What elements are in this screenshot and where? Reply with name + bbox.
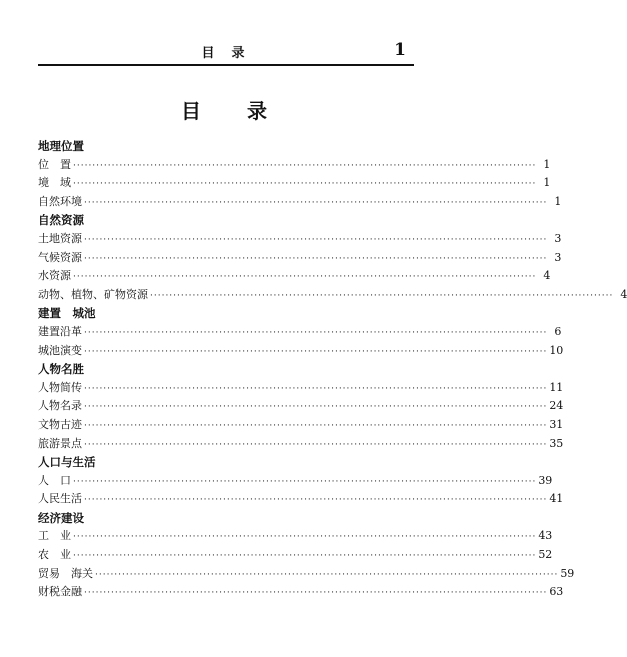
dot-leader: ························································································································ bbox=[84, 234, 548, 245]
entry-label: 贸易 海关 bbox=[38, 566, 93, 580]
entry-label: 人物简传 bbox=[38, 380, 82, 394]
toc-entry[interactable] bbox=[38, 379, 564, 398]
toc-entry[interactable] bbox=[38, 472, 553, 491]
toc-entry[interactable] bbox=[38, 490, 564, 509]
dot-leader: ························································································································ bbox=[73, 272, 537, 283]
toc-entry[interactable] bbox=[38, 565, 575, 584]
dot-leader: ························································································································ bbox=[150, 290, 614, 301]
toc-entry[interactable] bbox=[38, 583, 564, 602]
section-heading: 经济建设 bbox=[38, 510, 84, 525]
entry-label: 水资源 bbox=[38, 269, 71, 283]
entry-label: 自然环境 bbox=[38, 194, 82, 208]
entry-label: 人物名录 bbox=[38, 399, 82, 413]
dot-leader: ························································································································ bbox=[84, 402, 548, 413]
running-header bbox=[38, 40, 410, 62]
entry-label: 位 置 bbox=[38, 157, 71, 171]
toc-entry[interactable] bbox=[38, 286, 627, 305]
dot-leader: ························································································································ bbox=[84, 253, 548, 264]
entry-page-number: 11 bbox=[549, 380, 564, 394]
entry-label: 文物古迹 bbox=[38, 417, 82, 431]
section-heading: 人物名胜 bbox=[38, 362, 84, 377]
dot-leader: ························································································································ bbox=[84, 439, 548, 450]
entry-label: 人民生活 bbox=[38, 492, 82, 506]
toc-entry[interactable] bbox=[38, 230, 562, 249]
toc-title: 目 录 bbox=[181, 99, 269, 123]
header-rule bbox=[38, 64, 414, 66]
entry-label: 旅游景点 bbox=[38, 436, 82, 450]
section-heading: 自然资源 bbox=[38, 213, 84, 228]
toc-entry[interactable] bbox=[38, 267, 551, 286]
dot-leader: ························································································································ bbox=[84, 588, 548, 599]
section-heading: 人口与生活 bbox=[38, 455, 96, 470]
dot-leader: ························································································································ bbox=[73, 160, 537, 171]
section-heading: 建置 城池 bbox=[38, 306, 96, 321]
entry-page-number: 4 bbox=[543, 269, 551, 283]
entry-label: 动物、植物、矿物资源 bbox=[38, 287, 148, 301]
entry-page-number: 35 bbox=[549, 436, 564, 450]
toc-entry[interactable] bbox=[38, 193, 562, 212]
toc-entry[interactable] bbox=[38, 397, 564, 416]
entry-page-number: 3 bbox=[554, 250, 562, 264]
toc-entry[interactable] bbox=[38, 342, 564, 361]
entry-page-number: 59 bbox=[560, 566, 575, 580]
entry-label: 农 业 bbox=[38, 548, 71, 562]
entry-page-number: 24 bbox=[549, 399, 564, 413]
entry-page-number: 3 bbox=[554, 231, 562, 245]
dot-leader: ························································································································ bbox=[84, 420, 548, 431]
entry-page-number: 1 bbox=[543, 176, 551, 190]
section-heading: 地理位置 bbox=[38, 139, 84, 153]
entry-page-number: 6 bbox=[554, 324, 562, 338]
toc-entry[interactable] bbox=[38, 323, 562, 342]
dot-leader: ························································································································ bbox=[84, 197, 548, 208]
dot-leader: ························································································································ bbox=[84, 383, 548, 394]
dot-leader: ························································································································ bbox=[84, 495, 548, 506]
entry-page-number: 52 bbox=[538, 548, 553, 562]
toc-entry[interactable] bbox=[38, 156, 551, 175]
entry-page-number: 10 bbox=[549, 343, 564, 357]
entry-label: 工 业 bbox=[38, 529, 71, 543]
entry-page-number: 4 bbox=[620, 287, 627, 301]
table-of-contents bbox=[38, 137, 627, 602]
entry-page-number: 1 bbox=[554, 194, 562, 208]
toc-entry[interactable] bbox=[38, 249, 562, 268]
toc-entry[interactable] bbox=[38, 527, 553, 546]
dot-leader: ························································································································ bbox=[73, 532, 537, 543]
page-number: 1 bbox=[394, 40, 406, 60]
dot-leader: ························································································································ bbox=[73, 551, 537, 562]
entry-label: 财税金融 bbox=[38, 585, 82, 599]
entry-label: 建置沿革 bbox=[38, 324, 82, 338]
entry-label: 境 域 bbox=[38, 176, 71, 190]
entry-page-number: 41 bbox=[549, 492, 564, 506]
toc-entry[interactable] bbox=[38, 435, 564, 454]
toc-entry[interactable] bbox=[38, 174, 551, 193]
running-title: 目 录 bbox=[201, 46, 247, 61]
entry-label: 土地资源 bbox=[38, 231, 82, 245]
entry-label: 城池演变 bbox=[38, 343, 82, 357]
entry-label: 气候资源 bbox=[38, 250, 82, 264]
entry-page-number: 31 bbox=[549, 417, 564, 431]
entry-page-number: 39 bbox=[538, 473, 553, 487]
entry-label: 人 口 bbox=[38, 473, 71, 487]
dot-leader: ························································································································ bbox=[84, 327, 548, 338]
dot-leader: ························································································································ bbox=[73, 179, 537, 190]
dot-leader: ························································································································ bbox=[95, 569, 559, 580]
toc-entry[interactable] bbox=[38, 546, 553, 565]
toc-entry[interactable] bbox=[38, 416, 564, 435]
entry-page-number: 63 bbox=[549, 585, 564, 599]
entry-page-number: 1 bbox=[543, 157, 551, 171]
entry-page-number: 43 bbox=[538, 529, 553, 543]
dot-leader: ························································································································ bbox=[84, 346, 548, 357]
dot-leader: ························································································································ bbox=[73, 476, 537, 487]
